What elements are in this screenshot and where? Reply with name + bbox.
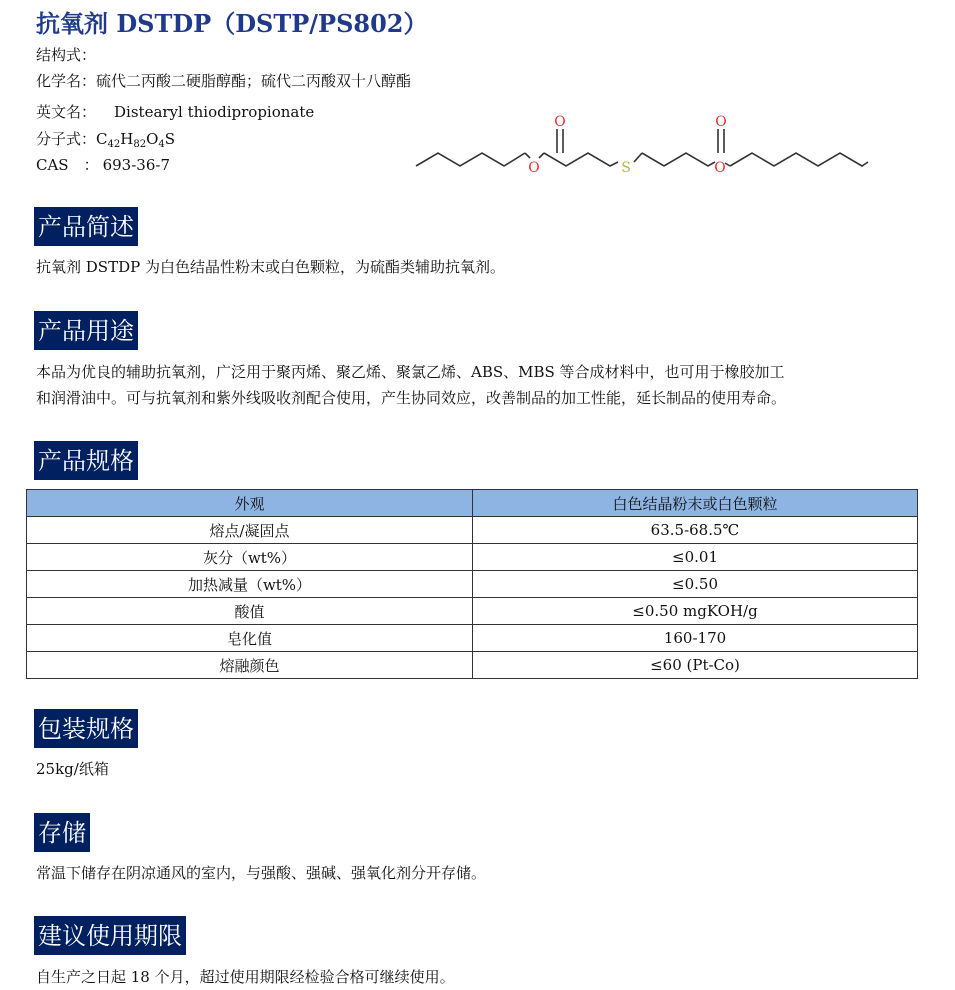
formula-value: $C_{42}H_{82}O_4S$ bbox=[96, 130, 176, 150]
carbonyl-oxygen-2: O bbox=[715, 114, 727, 130]
spec-value: ≤0.50 bbox=[473, 571, 918, 598]
cas-value: 693-36-7 bbox=[102, 156, 170, 174]
spec-value: ≤0.50 mgKOH/g bbox=[473, 598, 918, 625]
spec-value: 63.5-68.5℃ bbox=[473, 517, 918, 544]
structure-label: 结构式： bbox=[36, 46, 97, 64]
english-name-line bbox=[36, 101, 314, 122]
cas-line bbox=[36, 154, 170, 175]
usage-text-line-1: 本品为优良的辅助抗氧剂，广泛用于聚丙烯、聚乙烯、聚氯乙烯、ABS、MBS 等合成材料中，也可用于橡胶加工 bbox=[36, 363, 785, 381]
structure-bonds bbox=[416, 129, 868, 166]
english-name-label: 英文名： bbox=[36, 103, 97, 121]
spec-item: 灰分（wt%） bbox=[27, 544, 473, 571]
carbonyl-oxygen-1: O bbox=[554, 114, 566, 130]
spec-item: 皂化值 bbox=[27, 625, 473, 652]
spec-table-header-row bbox=[27, 490, 918, 517]
spec-header-value: 白色结晶粉末或白色颗粒 bbox=[473, 490, 918, 517]
usage-text-line-2: 和润滑油中。可与抗氧剂和紫外线吸收剂配合使用，产生协同效应，改善制品的加工性能，延长制品的使用寿命。 bbox=[36, 389, 787, 407]
packaging-heading: 包装规格 bbox=[34, 709, 138, 748]
storage-heading: 存储 bbox=[34, 813, 90, 852]
usage-heading: 产品用途 bbox=[34, 311, 138, 350]
table-row bbox=[27, 598, 918, 625]
table-row bbox=[27, 652, 918, 679]
table-row bbox=[27, 625, 918, 652]
spec-value: ≤0.01 bbox=[473, 544, 918, 571]
chemical-name-label: 化学名： bbox=[36, 72, 97, 90]
structure-label-line bbox=[36, 44, 96, 65]
spec-value: 160-170 bbox=[473, 625, 918, 652]
document-title: 抗氧剂 DSTDP（DSTP/PS802） bbox=[36, 9, 428, 38]
table-row bbox=[27, 544, 918, 571]
sulfur-atom: S bbox=[621, 160, 631, 176]
spec-table bbox=[26, 489, 918, 679]
storage-text: 常温下储存在阴凉通风的室内，与强酸、强碱、强氧化剂分开存储。 bbox=[36, 864, 487, 882]
formula-label: 分子式： bbox=[36, 130, 97, 148]
spec-item: 熔融颜色 bbox=[27, 652, 473, 679]
spec-item: 加热减量（wt%） bbox=[27, 571, 473, 598]
spec-value: ≤60 (Pt-Co) bbox=[473, 652, 918, 679]
chemical-name-line bbox=[36, 70, 411, 91]
table-row bbox=[27, 517, 918, 544]
cas-label: CAS ： bbox=[36, 156, 99, 174]
chemical-name-value: 硫代二丙酸二硬脂醇酯；硫代二丙酸双十八醇酯 bbox=[96, 72, 412, 90]
spec-item: 熔点/凝固点 bbox=[27, 517, 473, 544]
shelf-life-heading: 建议使用期限 bbox=[34, 916, 186, 955]
ester-oxygen-1: O bbox=[528, 160, 540, 176]
packaging-text: 25kg/纸箱 bbox=[36, 760, 109, 778]
overview-text: 抗氧剂 DSTDP 为白色结晶性粉末或白色颗粒，为硫酯类辅助抗氧剂。 bbox=[36, 258, 505, 276]
english-name-value: Distearyl thiodipropionate bbox=[114, 103, 315, 121]
spec-item: 酸值 bbox=[27, 598, 473, 625]
overview-heading: 产品简述 bbox=[34, 207, 138, 246]
structural-formula-diagram bbox=[412, 108, 872, 180]
spec-heading: 产品规格 bbox=[34, 441, 138, 480]
table-row bbox=[27, 571, 918, 598]
ester-oxygen-2: O bbox=[714, 160, 726, 176]
shelf-life-text: 自生产之日起 18 个月，超过使用期限经检验合格可继续使用。 bbox=[36, 968, 455, 986]
formula-line bbox=[36, 128, 175, 150]
spec-header-item: 外观 bbox=[27, 490, 473, 517]
